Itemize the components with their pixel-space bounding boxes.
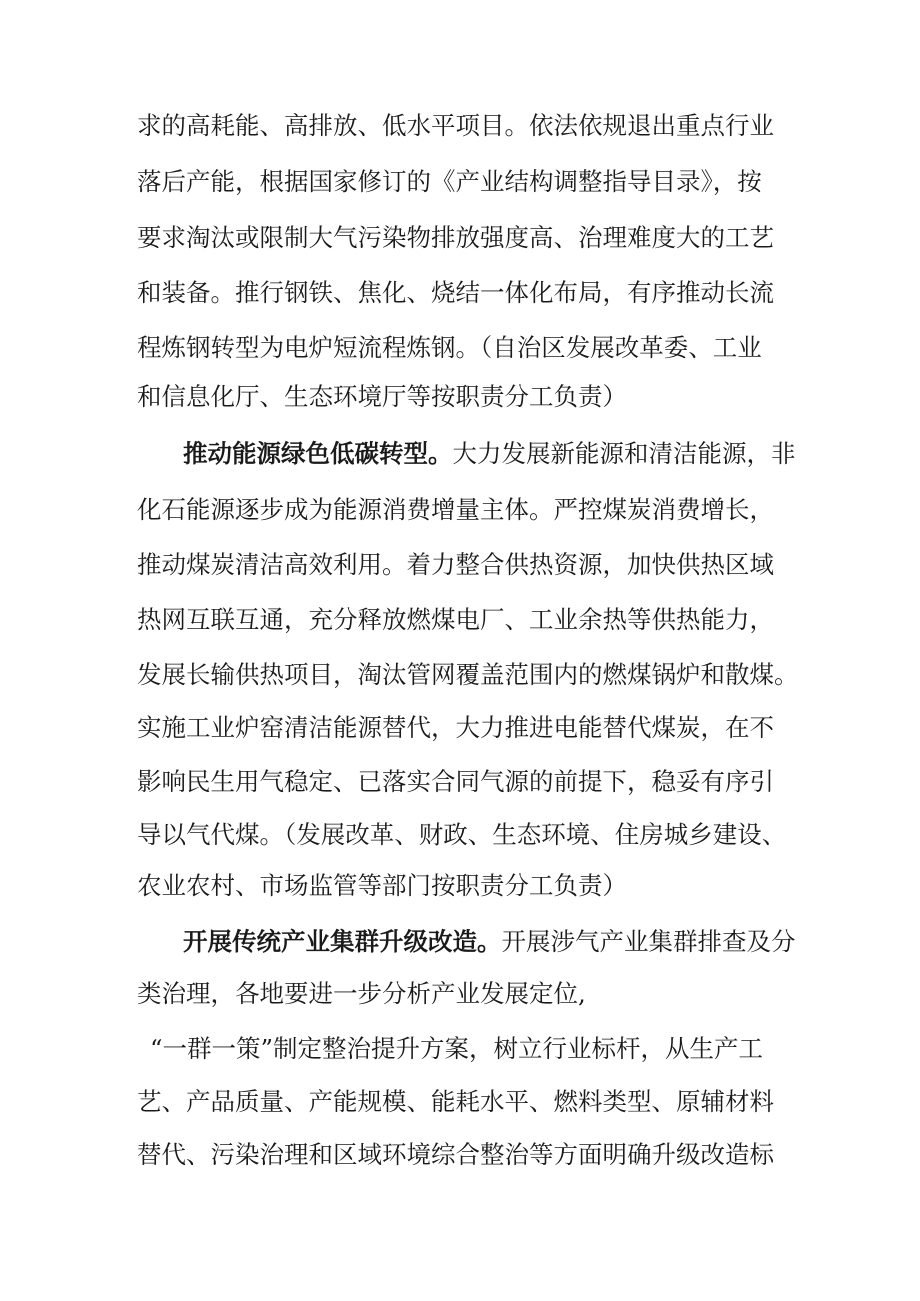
- paragraph-1-line-2: 落后产能，根据国家修订的《产业结构调整指导目录》，按: [137, 167, 762, 196]
- paragraph-1-line-3: 要求淘汰或限制大气污染物排放强度高、治理难度大的工艺: [137, 223, 774, 252]
- paragraph-3-line-4: 艺、产品质量、产能规模、能耗水平、燃料类型、原辅材料: [137, 1087, 774, 1116]
- paragraph-2-line-9: 农业农村、市场监管等部门按职责分工负责）: [137, 871, 627, 900]
- paragraph-3-line-2: 类治理，各地要进一步分析产业发展定位,: [137, 979, 586, 1008]
- paragraph-3-first-line: [183, 920, 796, 964]
- paragraph-2-first-line-text: 大力发展新能源和清洁能源，非: [452, 439, 796, 468]
- paragraph-3-line-5: 替代、污染治理和区域环境综合整治等方面明确升级改造标: [137, 1140, 774, 1169]
- paragraph-2-heading: 推动能源绿色低碳转型。: [183, 439, 453, 468]
- paragraph-1-line-4: 和装备。推行钢铁、焦化、烧结一体化布局，有序推动长流: [137, 278, 774, 307]
- paragraph-3-first-line-text: 开展涉气产业集群排查及分: [501, 927, 796, 956]
- paragraph-1-line-6: 和信息化厅、生态环境厅等按职责分工负责）: [137, 382, 627, 411]
- paragraph-2-line-8: 导以气代煤。（发展改革、财政、生态环境、住房城乡建设、: [137, 820, 787, 849]
- paragraph-2-line-5: 发展长输供热项目，淘汰管网覆盖范围内的燃煤锅炉和散煤。: [137, 660, 799, 689]
- paragraph-2-first-line: [183, 432, 796, 476]
- paragraph-2-line-2: 化石能源逐步成为能源消费增量主体。严控煤炭消费增长，: [137, 495, 774, 524]
- paragraph-2-line-4: 热网互联互通，充分释放燃煤电厂、工业余热等供热能力，: [137, 605, 774, 634]
- paragraph-2-line-6: 实施工业炉窑清洁能源替代，大力推进电能替代煤炭，在不: [137, 713, 774, 742]
- paragraph-3-heading: 开展传统产业集群升级改造。: [183, 927, 502, 956]
- paragraph-2-line-7: 影响民生用气稳定、已落实合同气源的前提下，稳妥有序引: [137, 767, 774, 796]
- paragraph-2-line-3: 推动煤炭清洁高效利用。着力整合供热资源，加快供热区域: [137, 550, 774, 579]
- paragraph-1-line-5: 程炼钢转型为电炉短流程炼钢。（自治区发展改革委、工业: [137, 333, 762, 362]
- paragraph-1-line-1: 求的高耗能、高排放、低水平项目。依法依规退出重点行业: [137, 111, 774, 140]
- paragraph-3-line-3: “一群一策”制定整治提升方案，树立行业标杆，从生产工: [150, 1034, 764, 1063]
